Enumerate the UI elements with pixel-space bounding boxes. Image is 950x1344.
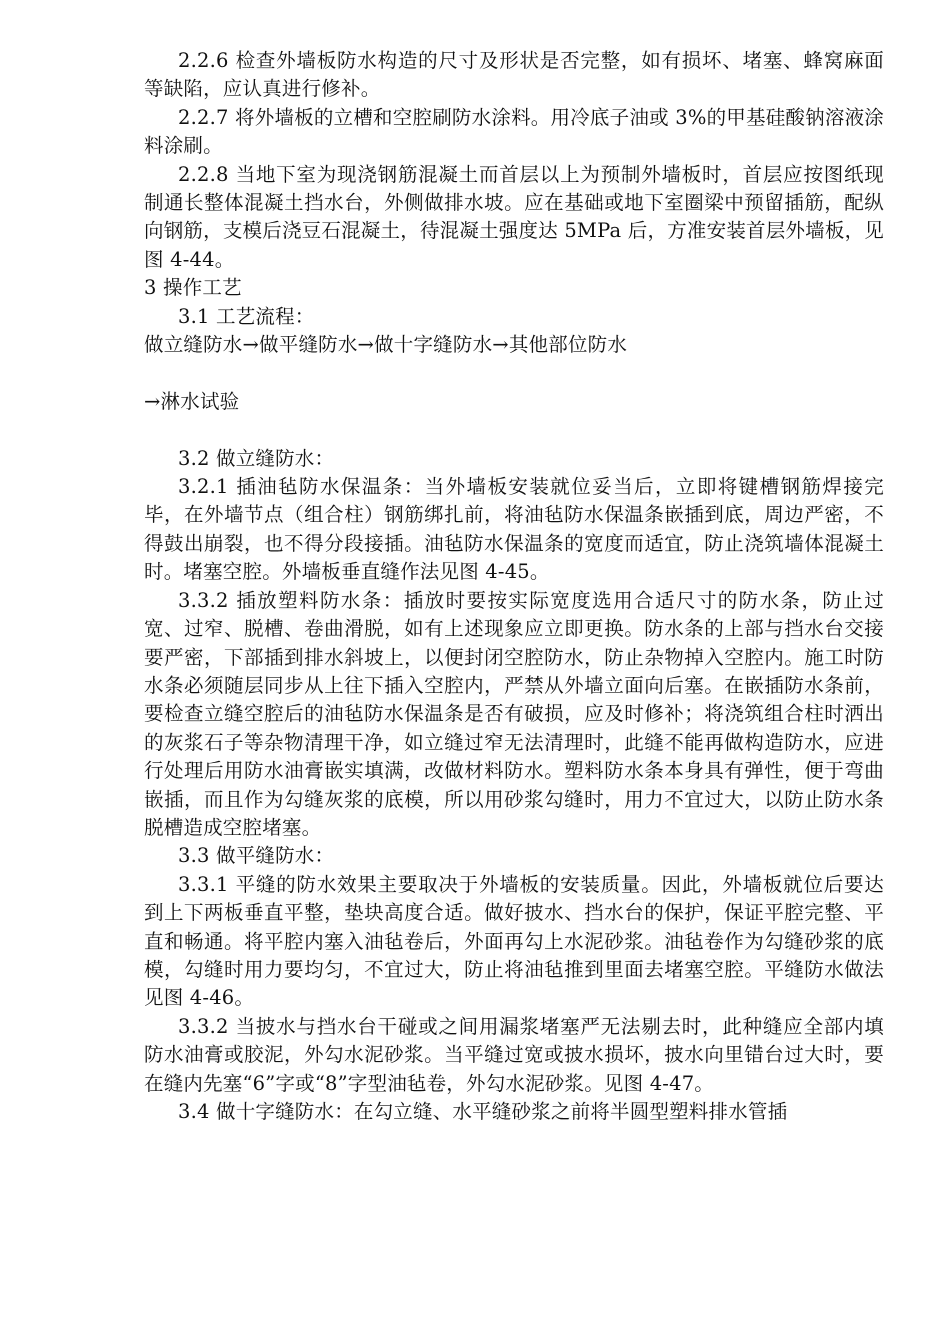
paragraph-2-2-6: 2.2.6 检查外墙板防水构造的尺寸及形状是否完整，如有损坏、堵塞、蜂窝麻面等缺陷，应认真进行修补。	[144, 49, 884, 101]
paragraph-3-4: 3.4 做十字缝防水：在勾立缝、水平缝砂浆之前将半圆型塑料排水管插	[178, 1100, 788, 1123]
paragraph-2-2-8: 2.2.8 当地下室为现浇钢筋混凝土而首层以上为预制外墙板时，首层应按图纸现制通长整体混凝土挡水台，外侧做排水坡。应在基础或地下室圈梁中预留插筋，配纵向钢筋，支模后浇豆石混凝土，待混凝土强度达 5MPa 后，方准安装首层外墙板，见图 4-44。	[144, 162, 884, 271]
heading-3-1: 3.1 工艺流程：	[178, 304, 315, 328]
flow-line-1: 做立缝防水→做平缝防水→做十字缝防水→其他部位防水	[144, 333, 628, 357]
paragraph-2-2-7: 2.2.7 将外墙板的立槽和空腔刷防水涂料。用冷底子油或 3%的甲基硅酸钠溶液涂料涂刷。	[144, 105, 884, 158]
heading-3-2: 3.2 做立缝防水：	[178, 446, 335, 470]
flow-line-2: →淋水试验	[144, 389, 240, 413]
heading-section-3: 3 操作工艺	[144, 276, 242, 300]
paragraph-3-3-2-plastic-strip: 3.3.2 插放塑料防水条：插放时要按实际宽度选用合适尺寸的防水条，防止过宽、过窄、脱槽、卷曲滑脱，如有上述现象应立即更换。防水条的上部与挡水台交接要严密，下部插到排水斜坡上，以便封闭空腔防水，防止杂物掉入空腔内。施工时防水条必须随层同步从上往下插入空腔内，严禁从外墙立面向后塞。在嵌插防水条前，要检查立缝空腔后的油毡防水保温条是否有破损，应及时修补；将浇筑组合柱时洒出的灰浆石子等杂物清理干净，如立缝过窄无法清理时，此缝不能再做构造防水，应进行处理后用防水油膏嵌实填满，改做材料防水。塑料防水条本身具有弹性，便于弯曲嵌插，而且作为勾缝灰浆的底模，所以用砂浆勾缝时，用力不宜过大，以防止防水条脱槽造成空腔堵塞。	[144, 588, 884, 839]
paragraph-3-3-2-flashing: 3.3.2 当披水与挡水台干碰或之间用漏浆堵塞严无法剔去时，此种缝应全部内填防水油膏或胶泥，外勾水泥砂浆。当平缝过宽或披水损坏，披水向里错台过大时，要在缝内先塞“6”字或“8”字型油毡卷，外勾水泥砂浆。见图 4-47。	[144, 1014, 884, 1095]
document-body	[144, 47, 884, 1126]
paragraph-3-3-1: 3.3.1 平缝的防水效果主要取决于外墙板的安装质量。因此，外墙板就位后要达到上下两板垂直平整，垫块高度合适。做好披水、挡水台的保护，保证平腔完整、平直和畅通。将平腔内塞入油毡卷后，外面再勾上水泥砂浆。油毡卷作为勾缝砂浆的底模，勾缝时用力要均匀，不宜过大，防止将油毡推到里面去堵塞空腔。平缝防水做法见图 4-46。	[144, 872, 884, 1010]
paragraph-3-2-1: 3.2.1 插油毡防水保温条：当外墙板安装就位妥当后，立即将键槽钢筋焊接完毕，在外墙节点（组合柱）钢筋绑扎前，将油毡防水保温条嵌插到底，周边严密，不得鼓出崩裂，也不得分段接插。油毡防水保温条的宽度而适宜，防止浇筑墙体混凝土时。堵塞空腔。外墙板垂直缝作法见图 4-45。	[144, 475, 884, 584]
heading-3-3: 3.3 做平缝防水：	[178, 844, 335, 868]
